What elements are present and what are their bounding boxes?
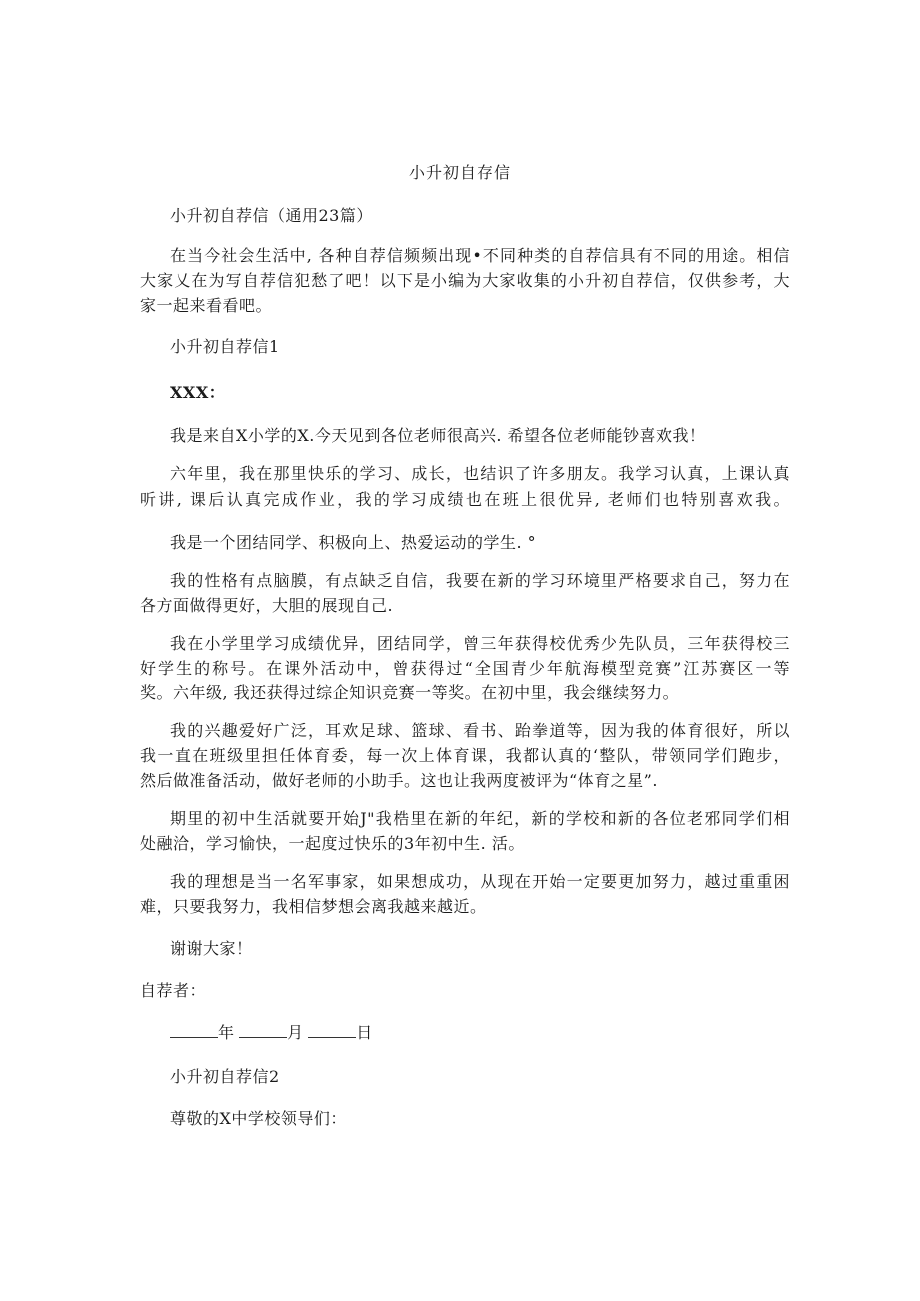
intro-line-1: 在当今社会生活中, 各种自荐信频频出现•不同种类的自荐信具有不同的用途。相信 — [170, 246, 790, 265]
month-label: 月 — [287, 1023, 304, 1042]
year-label: 年 — [218, 1023, 235, 1042]
letter2-heading: 小升初自荐信2 — [170, 1067, 280, 1086]
letter1-date-line — [170, 1021, 372, 1044]
letter1-heading: 小升初自荐信1 — [170, 337, 280, 356]
letter1-paragraph-6-line-3: 然后做准备活动，做好老师的小助手。这也让我两度被评为“体育之星”. — [140, 771, 658, 790]
month-blank — [239, 1021, 287, 1038]
letter1-paragraph-7-line-2: 处融洽，学习愉快，一起度过快乐的3年初中生. 活。 — [140, 834, 525, 853]
document-title: 小升初自存信 — [408, 163, 511, 182]
letter2-salutation: 尊敬的X中学校领导们： — [170, 1109, 347, 1128]
year-blank — [170, 1021, 218, 1038]
letter1-paragraph-5-line-3: 奖。六年级, 我还获得过综企知识竞赛一等奖。在初中里，我会继续努力。 — [140, 683, 680, 702]
letter1-paragraph-1: 我是来自X小学的X.今天见到各位老师很高兴. 希望各位老师能钞喜欢我！ — [170, 426, 706, 445]
day-blank — [308, 1021, 356, 1038]
letter1-thanks: 谢谢大家！ — [170, 939, 253, 958]
letter1-paragraph-4-line-2: 各方面做得更好，大胆的展现自己. — [140, 596, 394, 615]
letter1-paragraph-5-line-1: 我在小学里学习成绩优异，团结同学，曾三年获得校优秀少先队员，三年获得校三 — [170, 634, 790, 653]
letter1-paragraph-8-line-2: 难，只要我努力，我相信梦想会离我越来越近。 — [140, 897, 487, 916]
letter1-paragraph-3: 我是一个团结同学、积极向上、热爱运动的学生. ° — [170, 533, 537, 552]
letter1-paragraph-7-line-1: 期里的初中生活就要开始J"我梏里在新的年纪，新的学校和新的各位老邪同学们相 — [170, 809, 790, 828]
intro-line-3: 家一起来看看吧。 — [140, 296, 273, 315]
letter1-paragraph-5-line-2: 好学生的称号。在课外活动中，曾获得过“全国青少年航海模型竞赛”江苏赛区一等 — [140, 659, 790, 678]
letter1-paragraph-6-line-1: 我的兴趣爱好广泛，耳欢足球、篮球、看书、跆拳道等，因为我的体育很好，所以 — [170, 721, 790, 740]
letter1-paragraph-6-line-2: 我一直在班级里担任体育委，每一次上体育课，我都认真的‘整队，带领同学们跑步， — [140, 746, 790, 765]
letter1-salutation: XXX： — [170, 383, 226, 402]
letter1-signer: 自荐者： — [140, 981, 207, 1000]
document-subtitle: 小升初自荐信（通用23篇） — [170, 206, 373, 225]
day-label: 日 — [356, 1023, 373, 1042]
letter1-paragraph-4-line-1: 我的性格有点脑膜，有点缺乏自信，我要在新的学习环境里严格要求自己，努力在 — [170, 571, 790, 590]
intro-line-2: 大家乂在为写自荐信犯愁了吧！以下是小编为大家收集的小升初自荐信，仅供参考，大 — [140, 271, 790, 290]
letter1-paragraph-8-line-1: 我的理想是当一名军事家，如果想成功，从现在开始一定要更加努力，越过重重困 — [170, 872, 790, 891]
letter1-paragraph-2-line-2: 听讲, 课后认真完成作业，我的学习成绩也在班上很优异, 老师们也特别喜欢我。 — [140, 490, 790, 509]
letter1-paragraph-2-line-1: 六年里，我在那里快乐的学习、成长，也结识了许多朋友。我学习认真，上课认真 — [170, 464, 790, 483]
